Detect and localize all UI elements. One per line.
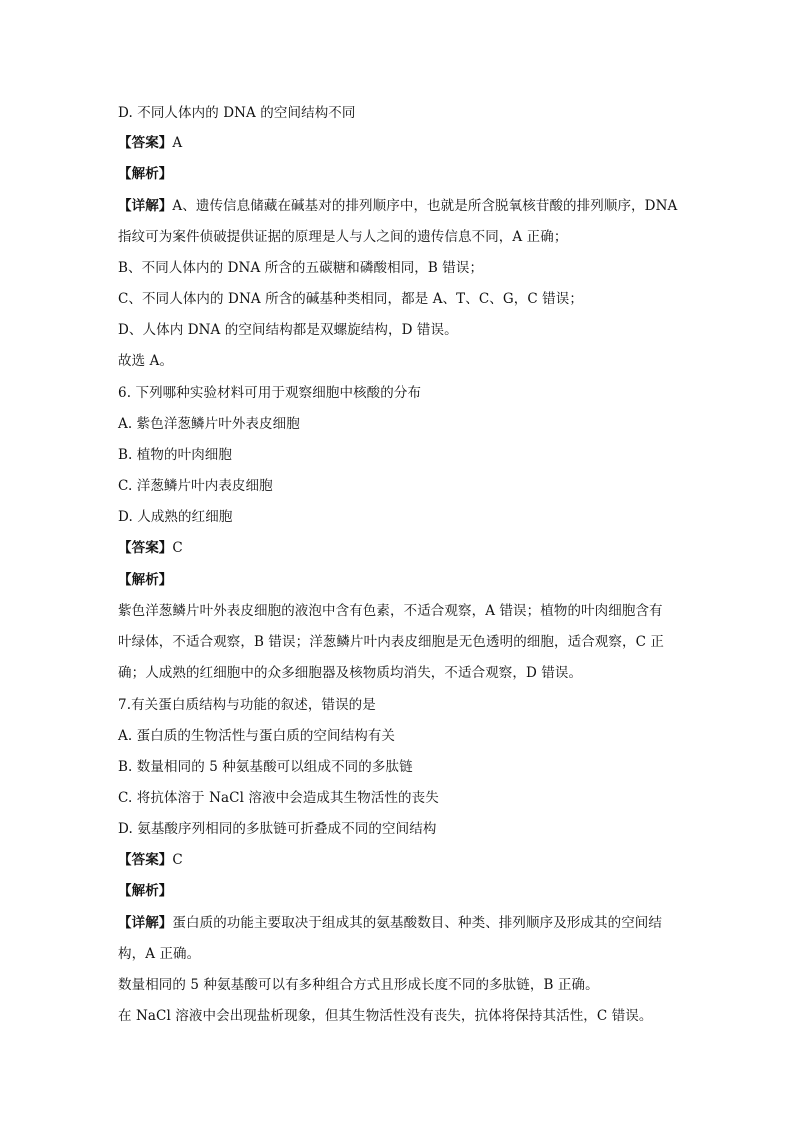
q6-analysis-line3: 确；人成熟的红细胞中的众多细胞器及核物质均消失，不适合观察，D 错误。 <box>118 665 583 681</box>
q7-answer-value: C <box>172 852 183 868</box>
q5-detail-label: 【详解】 <box>118 198 173 214</box>
q5-answer-value: A <box>172 135 183 151</box>
q6-stem: 6. 下列哪种实验材料可用于观察细胞中核酸的分布 <box>118 385 422 401</box>
q5-option-d: D. 不同人体内的 DNA 的空间结构不同 <box>118 105 356 121</box>
q5-detail-c: C、不同人体内的 DNA 所含的碱基种类相同，都是 A、T、C、G，C 错误； <box>118 291 583 307</box>
q6-answer <box>118 538 678 558</box>
q5-detail-b: B、不同人体内的 DNA 所含的五碳糖和磷酸相同，B 错误； <box>118 260 484 276</box>
q7-detail-label: 【详解】 <box>118 915 173 931</box>
q5-detail-d: D、人体内 DNA 的空间结构都是双螺旋结构，D 错误。 <box>118 322 458 338</box>
q6-answer-value: C <box>172 540 183 556</box>
q7-option-a: A. 蛋白质的生物活性与蛋白质的空间结构有关 <box>118 728 396 744</box>
q7-detail-c: 在 NaCl 溶液中会出现盐析现象，但其生物活性没有丧失，抗体将保持其活性，C 错误。 <box>118 1008 653 1024</box>
q7-option-c: C. 将抗体溶于 NaCl 溶液中会造成其生物活性的丧失 <box>118 790 439 806</box>
q5-analysis-label: 【解析】 <box>118 166 173 182</box>
q7-detail-b: 数量相同的 5 种氨基酸可以有多种组合方式且形成长度不同的多肽链，B 正确。 <box>118 977 599 993</box>
q7-answer <box>118 850 678 870</box>
q6-answer-label: 【答案】 <box>118 540 173 556</box>
q6-analysis-line2: 叶绿体，不适合观察，B 错误；洋葱鳞片叶内表皮细胞是无色透明的细胞，适合观察，C 正 <box>118 634 665 650</box>
q6-option-c: C. 洋葱鳞片叶内表皮细胞 <box>118 478 273 494</box>
q7-stem: 7.有关蛋白质结构与功能的叙述，错误的是 <box>118 697 376 713</box>
q7-detail-line1 <box>118 913 678 933</box>
q7-answer-label: 【答案】 <box>118 852 173 868</box>
q6-option-a: A. 紫色洋葱鳞片叶外表皮细胞 <box>118 416 300 432</box>
q6-option-d: D. 人成熟的红细胞 <box>118 509 233 525</box>
q5-answer <box>118 133 678 153</box>
q6-analysis-line1: 紫色洋葱鳞片叶外表皮细胞的液泡中含有色素，不适合观察，A 错误；植物的叶肉细胞含有 <box>118 603 663 619</box>
q7-analysis-label: 【解析】 <box>118 883 173 899</box>
q6-analysis-label: 【解析】 <box>118 572 173 588</box>
q7-detail-text1: 蛋白质的功能主要取决于组成其的氨基酸数目、种类、排列顺序及形成其的空间结 <box>172 915 663 931</box>
q6-option-b: B. 植物的叶肉细胞 <box>118 447 233 463</box>
q7-option-b: B. 数量相同的 5 种氨基酸可以组成不同的多肽链 <box>118 759 413 775</box>
q7-detail-line2: 构，A 正确。 <box>118 946 201 962</box>
q5-detail-text1: A、遗传信息储藏在碱基对的排列顺序中，也就是所含脱氧核苷酸的排列顺序，DNA <box>172 198 678 214</box>
q5-detail-line1 <box>118 196 678 216</box>
q5-answer-label: 【答案】 <box>118 135 173 151</box>
q5-detail-line2: 指纹可为案件侦破提供证据的原理是人与人之间的遗传信息不同，A 正确； <box>118 229 568 245</box>
q5-conclusion: 故选 A。 <box>118 353 174 369</box>
q7-option-d: D. 氨基酸序列相同的多肽链可折叠成不同的空间结构 <box>118 821 437 837</box>
